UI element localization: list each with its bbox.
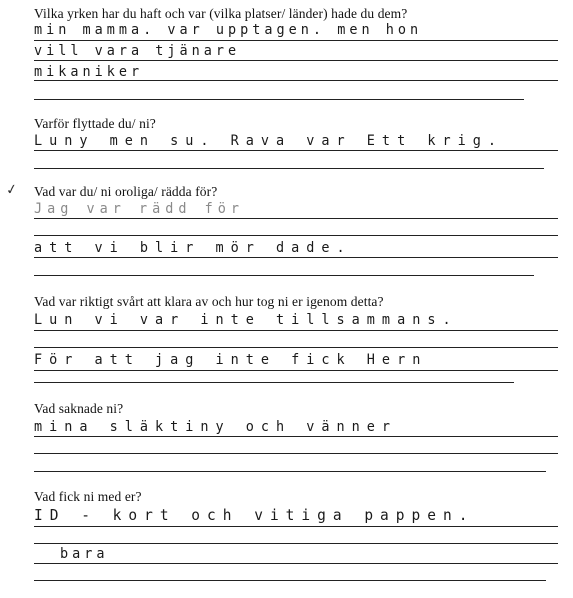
answer-rule (34, 150, 558, 151)
answer-rule (34, 347, 558, 348)
answer-rule (34, 370, 558, 371)
answer-rule (34, 40, 558, 41)
answer-rule (34, 275, 534, 276)
question-3-answer-line-1: Jag var rädd för (34, 200, 245, 217)
question-3-answer-line-2: att vi blir mör dade. (34, 239, 352, 256)
question-3-prompt: Vad var du/ ni oroliga/ rädda för? (34, 184, 218, 199)
answer-rule (34, 330, 558, 331)
answer-rule (34, 168, 544, 169)
question-1-answer-line-2: vill vara tjänare (34, 42, 241, 59)
question-1-answer-line-3: mikaniker (34, 63, 144, 80)
answer-rule (34, 436, 558, 437)
answer-rule (34, 382, 514, 383)
answer-rule (34, 80, 558, 81)
question-1-prompt: Vilka yrken har du haft och var (vilka platser/ länder) hade du dem? (34, 6, 408, 21)
answer-rule (34, 99, 524, 100)
question-6-prompt: Vad fick ni med er? (34, 489, 142, 504)
question-6-answer-line-1: ID - kort och vitiga pappen. (34, 507, 475, 524)
question-2-answer-line-1: Luny men su. Rava var Ett krig. (34, 132, 503, 149)
answer-rule (34, 453, 558, 454)
answer-rule (34, 526, 558, 527)
answer-rule (34, 563, 558, 564)
question-4-answer-line-2: För att jag inte fick Hern (34, 351, 428, 368)
question-4-answer-line-1: Lun vi var inte tillsammans. (34, 311, 458, 328)
answer-rule (34, 218, 558, 219)
question-6-answer-line-2: bara (60, 545, 109, 562)
question-1-answer-line-1: min mamma. var upptagen. men hon (34, 21, 423, 38)
question-5-prompt: Vad saknade ni? (34, 401, 124, 416)
question-2-prompt: Varför flyttade du/ ni? (34, 116, 156, 131)
answer-rule (34, 257, 558, 258)
answer-rule (34, 471, 546, 472)
check-mark-icon: ✓ (4, 181, 20, 199)
question-4-prompt: Vad var riktigt svårt att klara av och hur tog ni er igenom detta? (34, 294, 384, 309)
answer-rule (34, 60, 558, 61)
question-5-answer-line-1: mina släktiny och vänner (34, 418, 398, 435)
answer-rule (34, 235, 558, 236)
answer-rule (34, 543, 558, 544)
answer-rule (34, 580, 546, 581)
